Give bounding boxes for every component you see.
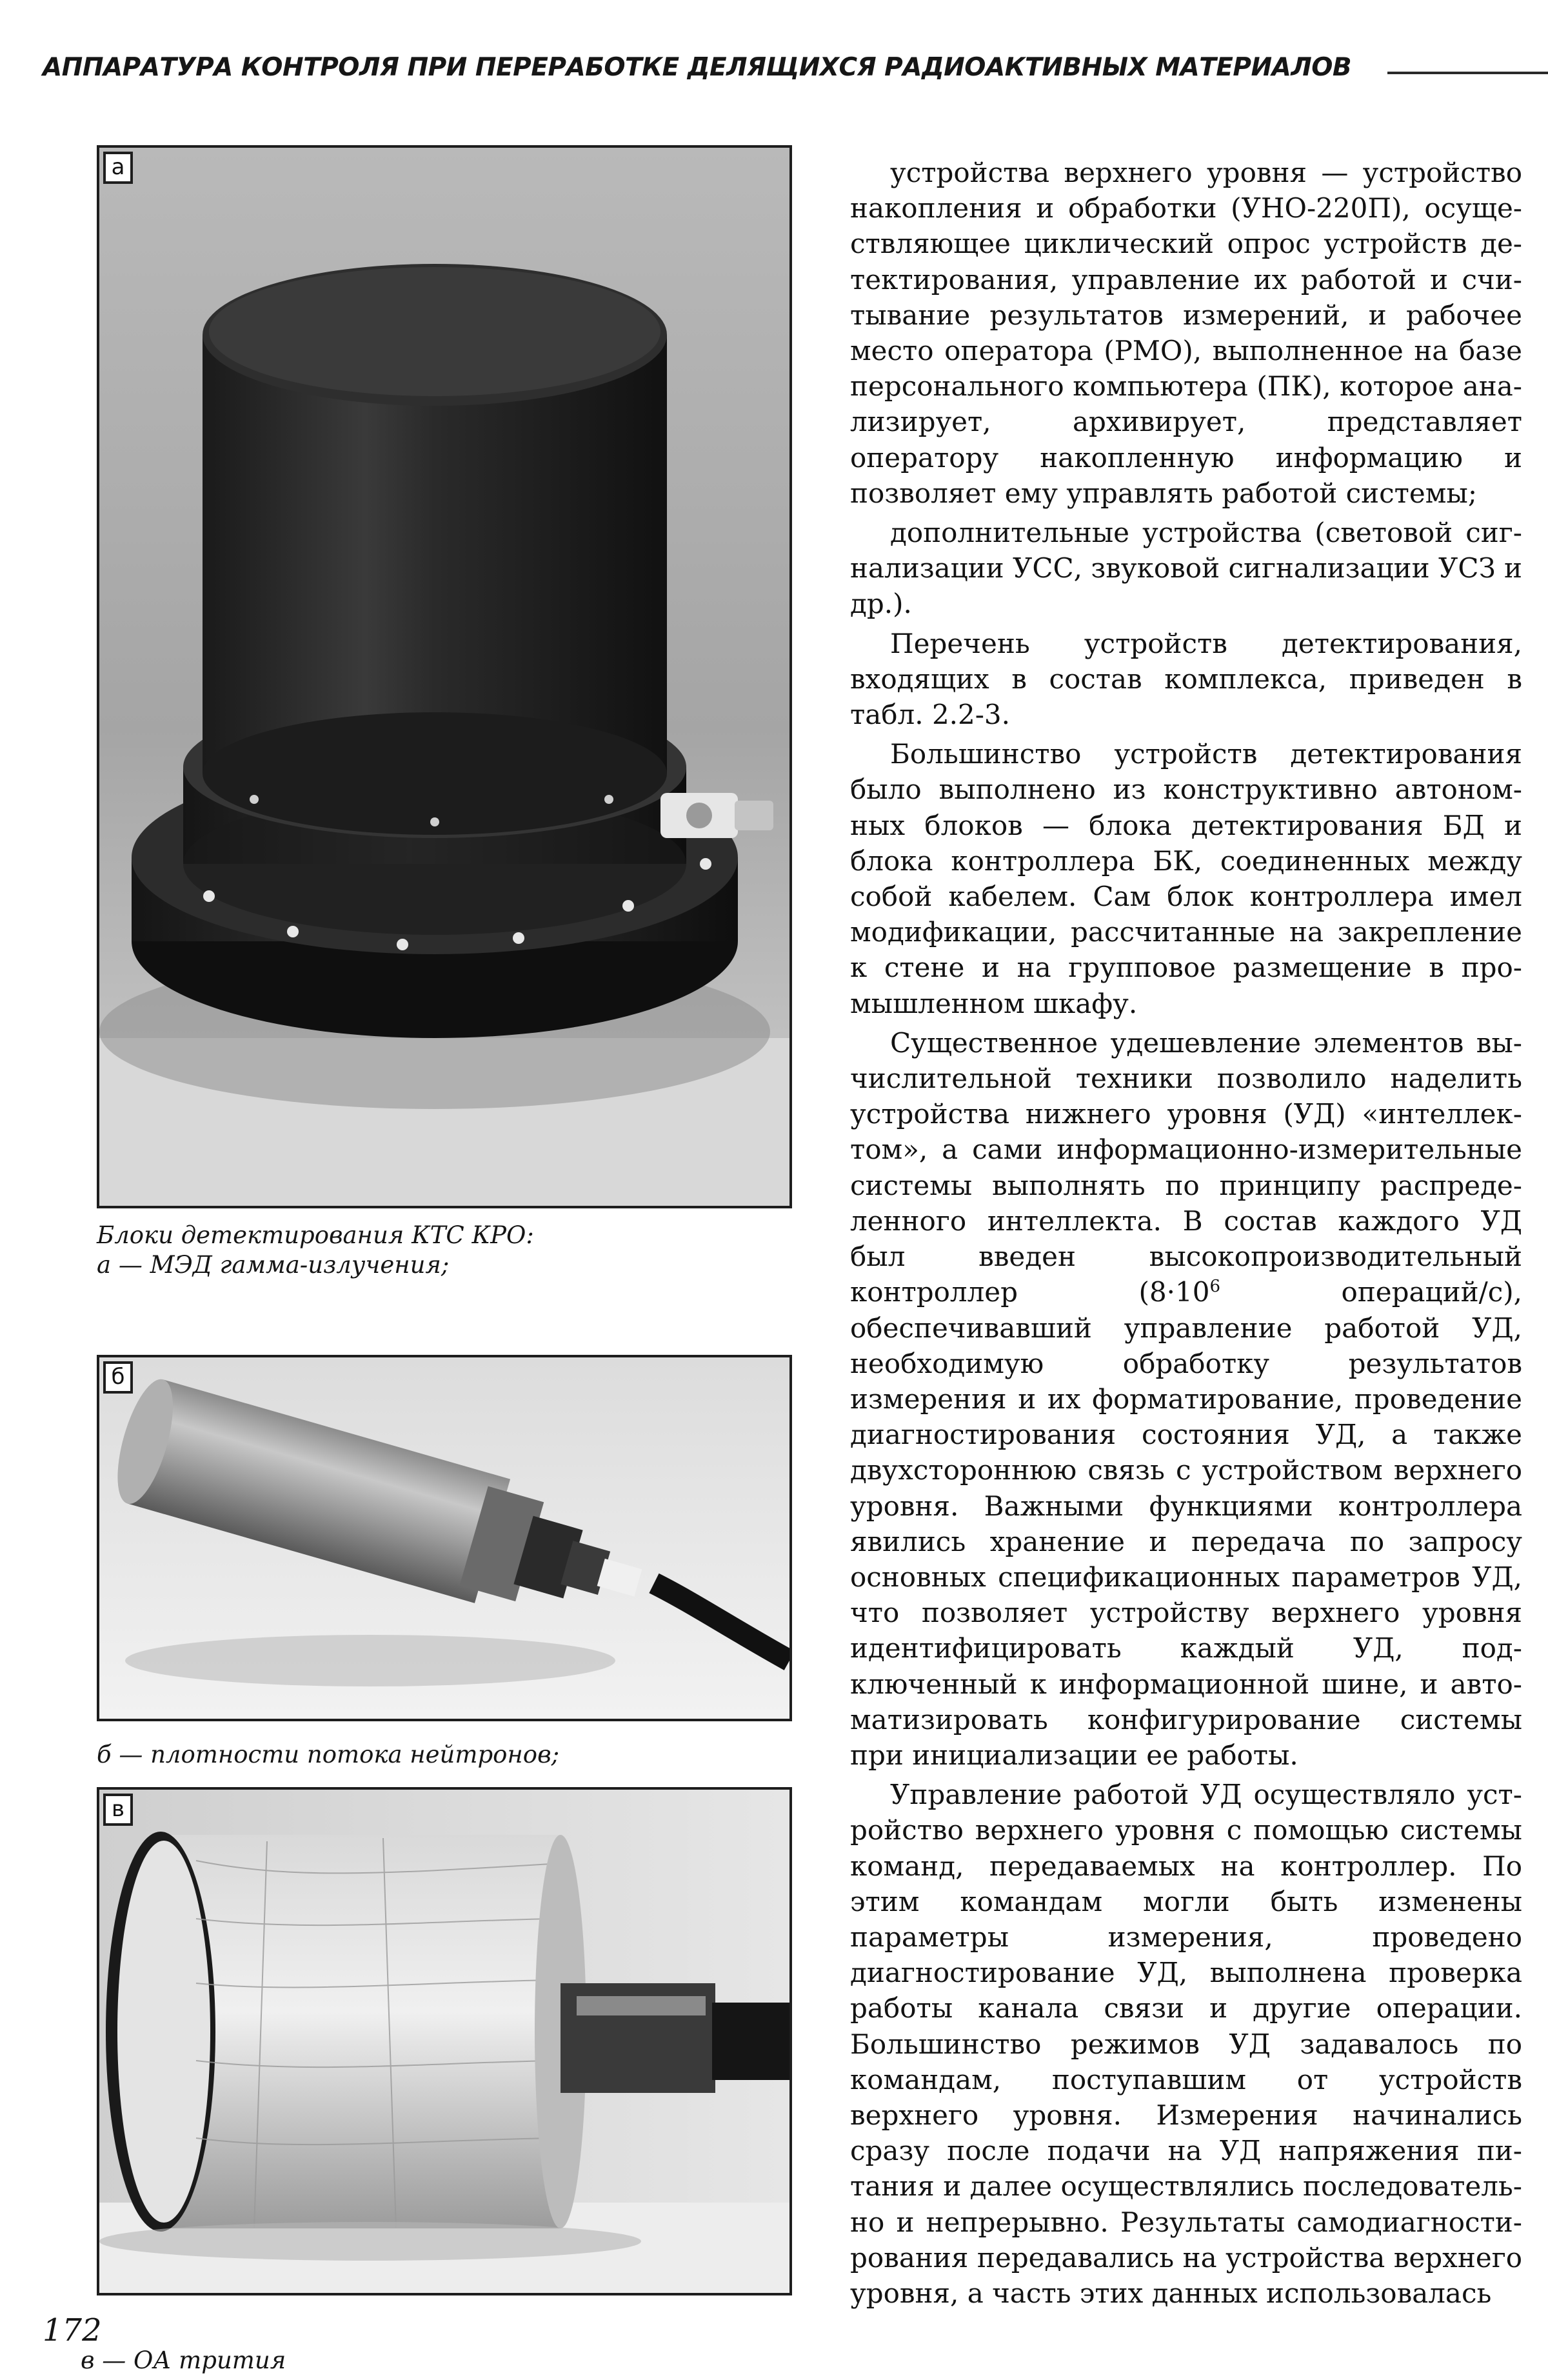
paragraph-autonomous-blocks: Большинство устройств детектирования было выполнено из конструктивно автономных блоков — блока детектирования БД и блока контроллера БК, соединенных между собой кабелем. Сам блок контроллера имел модификации, рассчитанные на закрепление к стене и на групповое размещение в промышленном шкафу. — [850, 738, 1522, 1019]
figure-b-letter: б — [103, 1361, 133, 1394]
paragraph-control-commands: Управление работой УД осуществляло устройство верхнего уровня с помощью системы команд, передаваемых на контроллер. По этим командам могли быть изменены параметры измерения, проведено диагностирование УД, выполнена проверка работы канала связи и другие операции. Большинство режимов УД задавалось по командам, поступавшим от устройств верхнего уровня. Измерения начинались сразу после подачи на УД напряжения питания и далее осуществлялись последовательно и непрерывно. Результаты самодиагностирования передавались на устройства верхнего уровня, а часть этих данных использовалась — [850, 1779, 1522, 2309]
paragraph-text-part: операций/с), обеспечивавший управление работой УД, необходимую обработку результатов измерения и их форматирование, проведение диагностирования состояния УД, а также двухстороннюю связь с устройством верхнего уровня. Важными функциями контроллера явились хранение и передача по запросу основных спецификационных параметров УД, что позволяет устройству верхнего уровня идентифицировать каждый УД, подключенный к информационной шине, и автоматизировать конфигурирование системы при инициализации ее работы. — [850, 1276, 1522, 1771]
page-number: 172 — [43, 2312, 102, 2348]
detector-tritium-image — [99, 1790, 789, 2293]
figure-a-letter: а — [103, 152, 133, 184]
figure-v-photo — [97, 1787, 792, 2295]
running-header — [43, 53, 1520, 92]
paragraph-text-part: Существенное удешевление элементов вычислительной техники позволило наделить устройства нижнего уровня (УД) «интеллектом», а сами информационно-измерительные системы выполнять по принципу распределенного интеллекта. В состав каждого УД был введен высокопроизводительный контроллер (8·10 — [850, 1026, 1522, 1308]
header-rule — [1387, 72, 1548, 74]
figure-b-caption: б — плотности потока нейтронов; — [97, 1741, 560, 1768]
paragraph-distributed-intelligence — [850, 1025, 1522, 1773]
figure-a-subcaption: а — МЭД гамма-излучения; — [97, 1251, 450, 1279]
exponent: 6 — [1209, 1277, 1221, 1297]
detector-gamma-image — [99, 148, 789, 1206]
figure-v-caption: в — ОА трития — [81, 2346, 286, 2374]
running-title: АППАРАТУРА КОНТРОЛЯ ПРИ ПЕРЕРАБОТКЕ ДЕЛЯЩИХСЯ РАДИОАКТИВНЫХ МАТЕРИАЛОВ — [43, 53, 1352, 82]
body-text-column — [850, 155, 1522, 2315]
paragraph-detector-list: Перечень устройств детектирования, входящих в состав комплекса, приведен в табл. 2.2-3. — [850, 627, 1522, 731]
detector-neutron-image — [99, 1357, 789, 1719]
figure-a-photo — [97, 145, 792, 1208]
figure-caption-title: Блоки детектирования КТС КРО: — [97, 1221, 534, 1249]
paragraph-upper-level-devices: устройства верхнего уровня — устройство накопления и обработки (УНО-220П), осуществляющее циклический опрос устройств детектирования, управление их работой и считывание результатов измерений, и рабочее место оператора (РМО), выполненное на базе персонального компьютера (ПК), которое анализирует, архивирует, представляет оператору накопленную информацию и позволяет ему управлять работой системы; — [850, 157, 1522, 509]
figure-b-photo — [97, 1355, 792, 1721]
figure-v-letter: в — [103, 1794, 133, 1826]
paragraph-additional-devices: дополнительные устройства (световой сигнализации УСС, звуковой сигнализации УСЗ и др.). — [850, 517, 1522, 620]
figure-a-caption — [97, 1221, 793, 1280]
